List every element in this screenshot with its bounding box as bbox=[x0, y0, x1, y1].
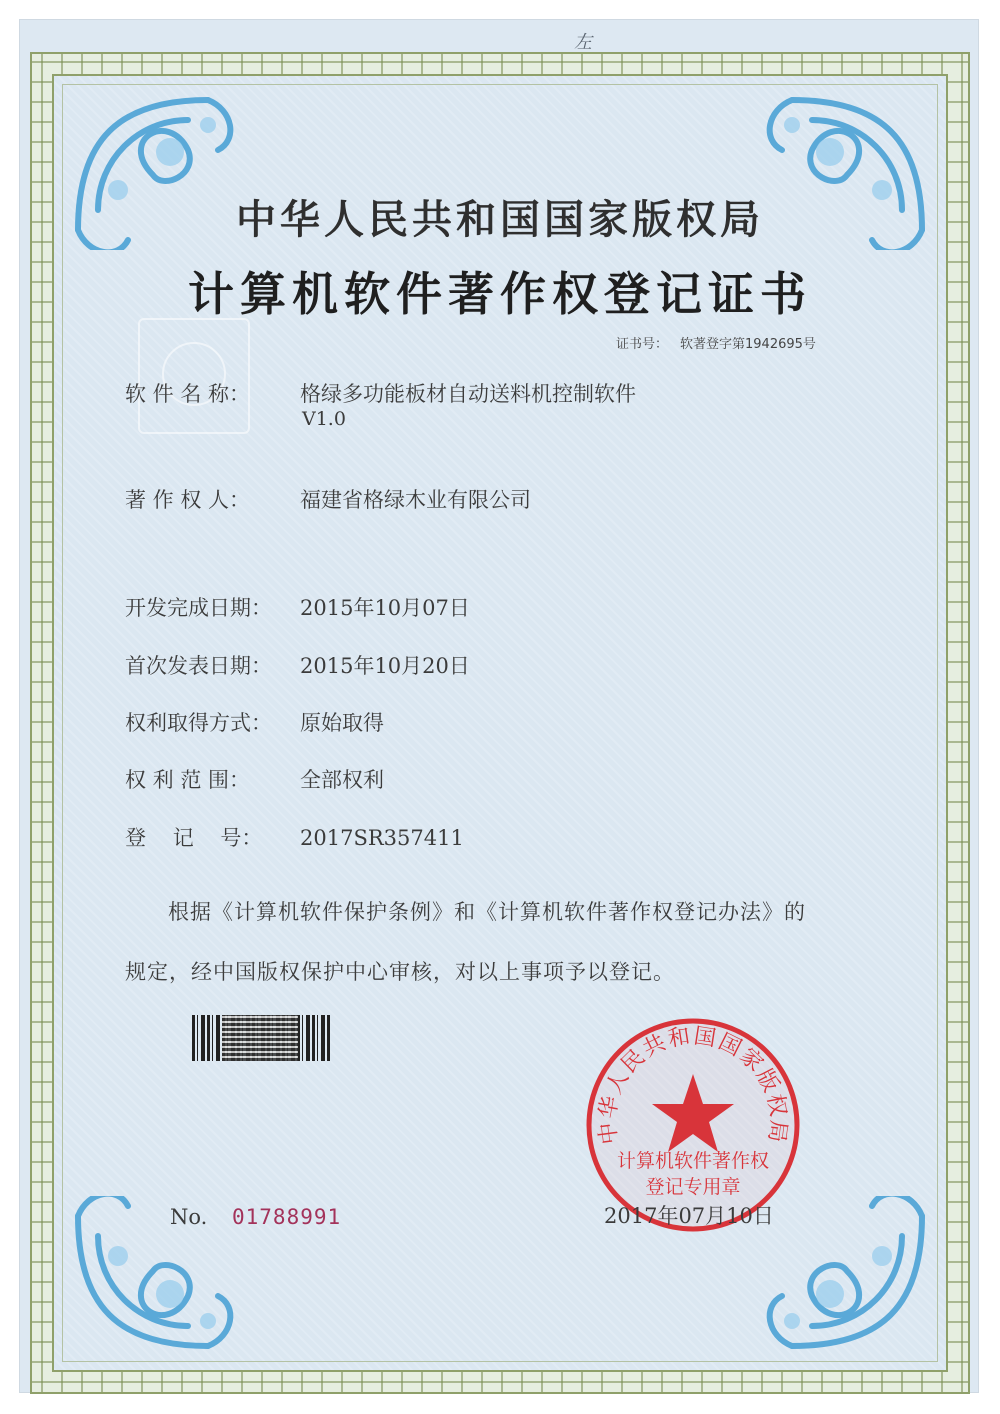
issuer-title: 中华人民共和国国家版权局 bbox=[236, 196, 764, 243]
watermark-emblem-icon bbox=[138, 318, 250, 434]
field-label: 权利取得方式： bbox=[125, 711, 272, 735]
field-label: 开发完成日期： bbox=[125, 596, 272, 620]
certificate-number bbox=[616, 333, 816, 352]
field-label: 权 利 范 围： bbox=[125, 768, 251, 792]
software-version: V1.0 bbox=[302, 408, 346, 430]
issue-date: 2017年07月10日 bbox=[604, 1204, 774, 1228]
certificate-number-value: 软著登字第1942695号 bbox=[680, 337, 816, 352]
field-value: 2015年10月07日 bbox=[300, 596, 470, 620]
serial-label: No. bbox=[170, 1205, 208, 1229]
field-value: 全部权利 bbox=[300, 768, 384, 792]
field-value: 福建省格绿木业有限公司 bbox=[300, 488, 531, 512]
field-rights-scope bbox=[125, 764, 384, 794]
field-label: 软 件 名 称： bbox=[125, 382, 251, 406]
statement-line-1: 根据《计算机软件保护条例》和《计算机软件著作权登记办法》的 bbox=[168, 900, 806, 924]
statement-line-2: 规定，经中国版权保护中心审核，对以上事项予以登记。 bbox=[125, 960, 675, 984]
field-registration-number bbox=[125, 822, 464, 852]
field-value: 格绿多功能板材自动送料机控制软件 bbox=[300, 382, 636, 406]
field-label: 首次发表日期： bbox=[125, 654, 272, 678]
seal-line-1: 计算机软件著作权 bbox=[616, 1150, 769, 1172]
field-label: 登 记 号： bbox=[125, 826, 263, 850]
corner-ornament-icon bbox=[58, 1196, 258, 1366]
field-label: 著 作 权 人： bbox=[125, 488, 251, 512]
serial-number: 01788991 bbox=[232, 1205, 342, 1229]
field-value: 原始取得 bbox=[300, 711, 384, 735]
field-copyright-owner bbox=[125, 484, 531, 514]
certificate-number-label: 证书号： bbox=[616, 337, 669, 352]
field-first-publication-date bbox=[125, 650, 470, 680]
handwritten-mark: 左 bbox=[574, 32, 592, 53]
certificate-title: 计算机软件著作权登记证书 bbox=[188, 267, 812, 321]
barcode-icon bbox=[192, 1015, 330, 1061]
field-software-name bbox=[125, 378, 636, 408]
seal-line-2: 登记专用章 bbox=[645, 1176, 741, 1198]
field-value: 2017SR357411 bbox=[300, 826, 464, 850]
seal-ring-text: 中华人民共和国国家版权局 bbox=[595, 1023, 791, 1146]
field-rights-acquisition bbox=[125, 707, 384, 737]
field-dev-completion-date bbox=[125, 592, 470, 622]
field-value: 2015年10月20日 bbox=[300, 654, 470, 678]
